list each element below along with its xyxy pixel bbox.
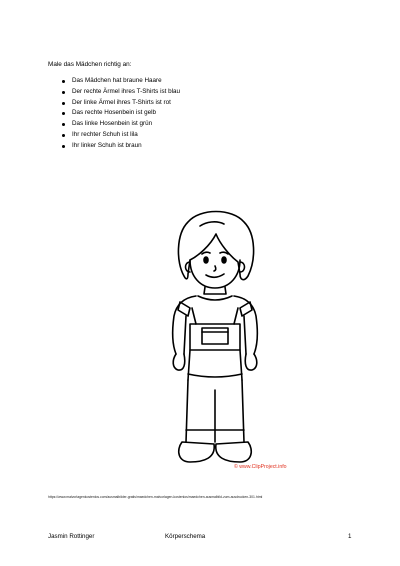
girl-coloring-illustration — [160, 204, 270, 474]
source-url: https://www.malvorlagenkostenlos.com/ausmalbilder-gratis/maedchen-malvorlagen-kostenlos/maedchen-ausmalbild-zum-ausdrucken-301.html — [48, 495, 263, 499]
task-item — [48, 119, 180, 130]
footer-topic: Körperschema — [165, 533, 206, 540]
page-number: 1 — [348, 533, 352, 540]
task-text: Das Mädchen hat braune Haare — [72, 77, 162, 84]
instruction-text: Male das Mädchen richtig an: — [48, 61, 132, 68]
task-item — [48, 108, 180, 119]
task-list — [48, 76, 180, 152]
watermark-text: © www.ClipProject.info — [234, 464, 287, 470]
task-text: Der linke Ärmel ihres T-Shirts ist rot — [72, 98, 171, 106]
bullet-icon — [62, 102, 65, 105]
bullet-icon — [62, 91, 65, 94]
task-item — [48, 98, 180, 109]
bullet-icon — [62, 112, 65, 115]
footer-author: Jasmin Rottinger — [48, 533, 95, 540]
bullet-icon — [62, 134, 65, 137]
task-item — [48, 141, 180, 152]
task-text: Das rechte Hosenbein ist gelb — [72, 109, 157, 117]
task-item — [48, 76, 180, 87]
task-item — [48, 130, 180, 141]
task-text: Das linke Hosenbein ist grün — [72, 120, 153, 128]
girl-outline-icon — [160, 204, 270, 474]
bullet-icon — [62, 145, 65, 148]
task-text: Ihr rechter Schuh ist lila — [72, 130, 138, 138]
task-text: Ihr linker Schuh ist braun — [72, 141, 142, 149]
task-text: Der rechte Ärmel ihres T-Shirts ist blau — [72, 87, 181, 95]
task-item — [48, 87, 180, 98]
bullet-icon — [62, 123, 65, 126]
bullet-icon — [62, 80, 65, 83]
